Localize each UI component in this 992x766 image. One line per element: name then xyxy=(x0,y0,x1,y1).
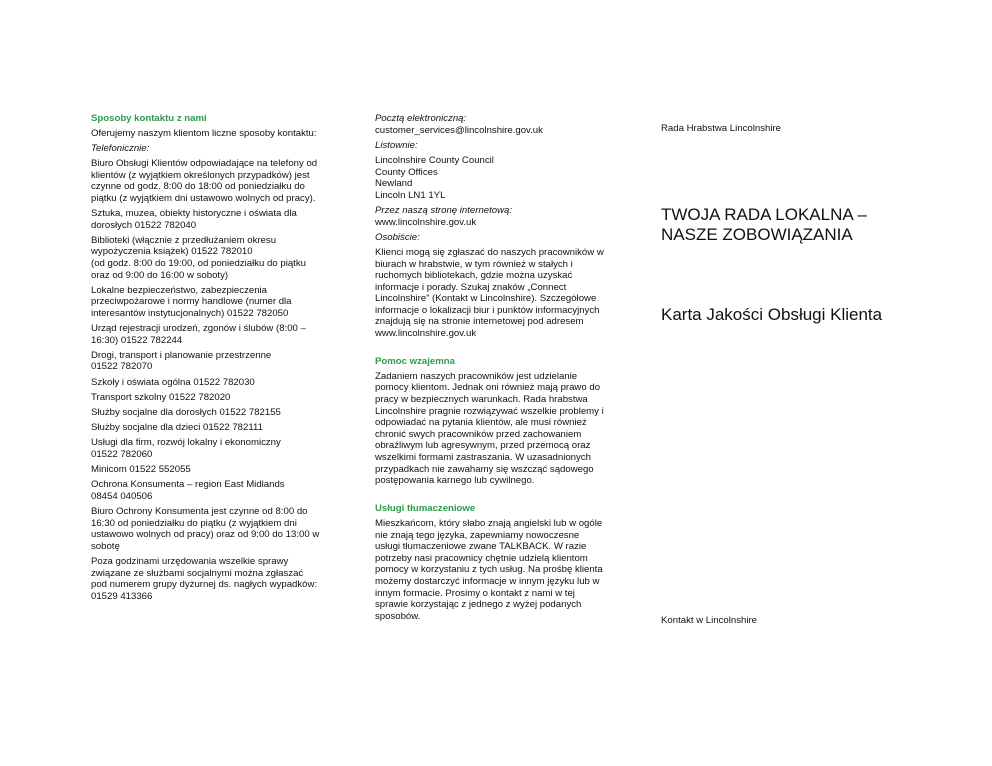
mutual-help-heading: Pomoc wzajemna xyxy=(375,356,455,368)
phone-item-consumer: Ochrona Konsumenta – region East Midlands 08454 040506 xyxy=(91,479,285,502)
phone-item-registry: Urząd rejestracji urodzeń, zgonów i ślubów (8:00 – 16:30) 01522 782244 xyxy=(91,323,306,346)
contact-methods-heading: Sposoby kontaktu z nami xyxy=(91,113,207,124)
phone-item-schools: Szkoły i oświata ogólna 01522 782030 xyxy=(91,376,255,388)
phone-item-child-social: Służby socjalne dla dzieci 01522 782111 xyxy=(91,422,263,434)
phone-item-arts: Sztuka, muzea, obiekty historyczne i oświata dla dorosłych 01522 782040 xyxy=(91,207,297,231)
web-label: Przez naszą stronę internetową: xyxy=(375,204,513,216)
personal-label: Osobiście: xyxy=(375,231,420,243)
email-label: Pocztą elektroniczną: xyxy=(375,113,467,124)
mutual-help-text: Zadaniem naszych pracowników jest udzielanie pomocy klientom. Jednak oni również mają prawo do pracy w bezpiecznych warunkach. Rada hrabstwa Lincolnshire pragnie rozwiązywać wszelkie problemy i odpowiadać na pytania klientów, ale musi również chronić swych pracowników przed zachowaniem obraźliwym lub agresywnym, przed przemocą oraz wszelkimi formami zastraszania. W uzasadnionych przypadkach nie zawahamy się wszcząć sądowego postępowania karnego lub cywilnego. xyxy=(375,370,604,487)
translation-heading: Usługi tłumaczeniowe xyxy=(375,503,476,515)
cover-column xyxy=(661,0,961,766)
phone-item-minicom: Minicom 01522 552055 xyxy=(91,464,191,476)
post-label: Listownie: xyxy=(375,139,418,151)
contact-intro: Oferujemy naszym klientom liczne sposoby kontaktu: xyxy=(91,127,317,139)
phone-item-business: Usługi dla firm, rozwój lokalny i ekonomiczny 01522 782060 xyxy=(91,437,281,460)
council-name: Rada Hrabstwa Lincolnshire xyxy=(661,123,781,134)
phone-item-libraries: Biblioteki (włącznie z przedłużaniem okresu wypożyczenia książek) 01522 782010 (od godz. 8:00 do 19:00, od poniedziałku do piątku oraz od 9:00 do 16:00 w soboty) xyxy=(91,234,306,281)
translation-text: Mieszkańcom, który słabo znają angielski lub w ogóle nie znają tego języka, zapewniamy nowoczesne usługi tłumaczeniowe zwane TALKBACK. W razie potrzeby nasi pracownicy chętnie udzielą klientom pomocy w korzystaniu z tych usług. Na prośbę klienta możemy dostarczyć informacje w innym języku lub w innym formacie. Prosimy o kontakt z nami w tej sprawie korzystając z jednego z wyżej podanych sposobów. xyxy=(375,517,603,622)
phone-item-school-transport: Transport szkolny 01522 782020 xyxy=(91,391,231,403)
contact-details-column xyxy=(375,113,625,626)
post-address: Lincolnshire County Council County Offices Newland Lincoln LN1 1YL xyxy=(375,154,494,201)
phone-item-roads: Drogi, transport i planowanie przestrzenne 01522 782070 xyxy=(91,349,272,373)
subtitle: Karta Jakości Obsługi Klienta xyxy=(661,305,883,324)
contact-methods-column xyxy=(91,113,341,606)
main-title: TWOJA RADA LOKALNA – NASZE ZOBOWIĄZANIA xyxy=(661,205,867,244)
personal-text: Klienci mogą się zgłaszać do naszych pracowników w biurach w hrabstwie, w tym również w stałych i ruchomych bibliotekach, gdzie można uzyskać informacje i porady. Szukaj znaków „Connect Lincolnshire” (Kontakt w Lincolnshire). Szczegółowe informacje o lokalizacji biur i punktów informacyjnych znajdują się na stronie internetowej pod adresem www.lincolnshire.gov.uk xyxy=(375,246,604,340)
consumer-office-hours: Biuro Ochrony Konsumenta jest czynne od 8:00 do 16:30 od poniedziałku do piątku (z wyjątkiem dni ustawowo wolnych od pracy) oraz od 9:00 do 13:00 w sobotę xyxy=(91,506,320,552)
footer-text: Kontakt w Lincolnshire xyxy=(661,615,757,626)
phone-label: Telefonicznie: xyxy=(91,142,150,154)
phone-item-safety: Lokalne bezpieczeństwo, zabezpieczenia przeciwpożarowe i normy handlowe (numer dla interesantów instytucjonalnych) 01522 782050 xyxy=(91,284,292,319)
web-address[interactable]: www.lincolnshire.gov.uk xyxy=(375,216,477,228)
phone-item-customer-service: Biuro Obsługi Klientów odpowiadające na telefony od klientów (z wyjątkiem określonych przypadków) jest czynne od godz. 8:00 do 18:00 od poniedziałku do piątku (z wyjątkiem dni ustawowo wolnych od pracy). xyxy=(91,157,318,204)
email-address[interactable]: customer_services@lincolnshire.gov.uk xyxy=(375,124,543,136)
phone-item-adult-social: Służby socjalne dla dorosłych 01522 782155 xyxy=(91,407,281,418)
emergency-duty-info: Poza godzinami urzędowania wszelkie sprawy związane ze służbami socjalnymi można zgłaszać pod numerem grupy dyżurnej ds. nagłych wypadków: 01529 413366 xyxy=(91,556,318,602)
